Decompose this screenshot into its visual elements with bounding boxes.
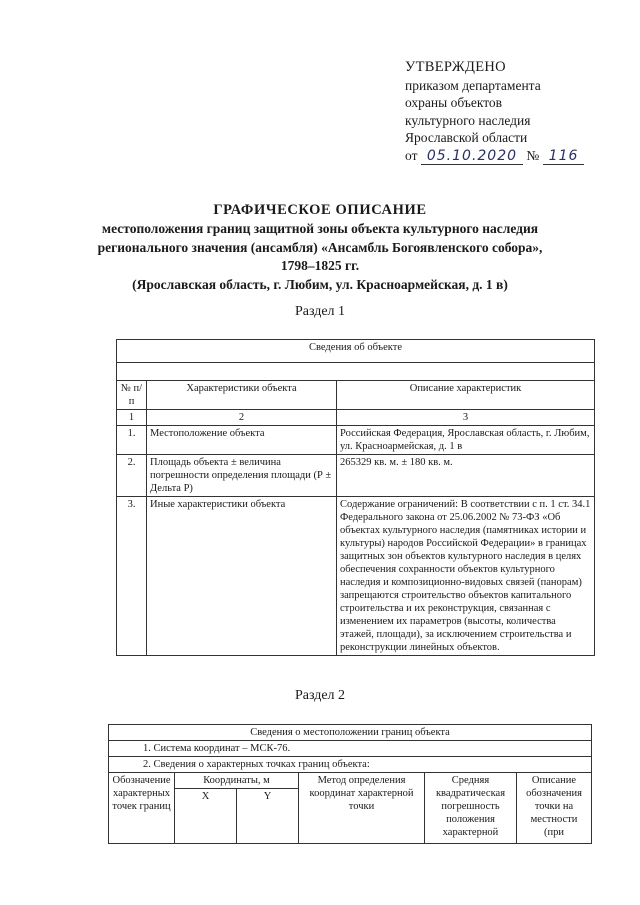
row-description: Содержание ограничений: В соответствии с п. 1 ст. 34.1 Федерального закона от 25.06.2002 № 73-ФЗ «Об объектах культурного наследия (памятниках истории и культуры) народов Российской Федерации» в границах защитных зон объектов культурного наследия в целях обеспечения сохранности объектов культурного наследия и композиционно-видовых связей (панорам) запрещаются строительство объектов капитального строительства и их реконструкция, связанная с изменением их параметров (высоты, количества этажей, площади), за исключением строительства и реконструкции линейных объектов.	[337, 497, 595, 656]
header-description: Описание характеристик	[337, 381, 595, 410]
coordinate-system: 1. Система координат – МСК-76.	[109, 741, 592, 757]
approval-block	[405, 59, 584, 165]
header-rmse: Средняя квадратическая погрешность положения характерной	[425, 773, 517, 844]
object-info-table	[116, 339, 595, 656]
column-number: 2	[147, 410, 337, 426]
spacer-row	[117, 363, 595, 381]
approval-line: культурного наследия	[405, 112, 531, 128]
table-title-row	[117, 340, 595, 363]
approval-line: Ярославской области	[405, 130, 528, 145]
column-number: 1	[117, 410, 147, 426]
approval-line: приказом департамента	[405, 77, 541, 93]
boundary-info-table	[108, 724, 592, 844]
row-description: Российская Федерация, Ярославская область, г. Любим, ул. Красноармейская, д. 1 в	[337, 426, 595, 455]
handwritten-date: 05.10.2020	[421, 148, 523, 165]
section-1-label: Раздел 1	[294, 304, 346, 319]
row-num: 1.	[117, 426, 147, 455]
row-characteristic: Иные характеристики объекта	[147, 497, 337, 656]
approval-date-line	[405, 147, 584, 166]
column-number: 3	[337, 410, 595, 426]
date-prefix: от	[405, 147, 418, 163]
row-characteristic: Площадь объекта ± величина погрешности определения площади (Р ± Дельта Р)	[147, 455, 337, 497]
title-line: 1798–1825 гг.	[280, 258, 360, 273]
header-x: X	[175, 789, 237, 844]
row-characteristic: Местоположение объекта	[147, 426, 337, 455]
points-info: 2. Сведения о характерных точках границ объекта:	[109, 757, 592, 773]
header-designation: Обозначение характерных точек границ	[109, 773, 175, 844]
empty-cell	[117, 363, 595, 381]
header-row	[117, 381, 595, 410]
info-row	[109, 757, 592, 773]
header-coordinates: Координаты, м	[175, 773, 299, 789]
table-title: Сведения об объекте	[117, 340, 595, 363]
column-number-row	[117, 410, 595, 426]
header-point-description: Описание обозначения точки на местности (при	[517, 773, 592, 844]
approval-heading: УТВЕРЖДЕНО	[405, 59, 506, 75]
table-title: Сведения о местоположении границ объекта	[109, 725, 592, 741]
info-row	[109, 741, 592, 757]
table-title-row	[109, 725, 592, 741]
header-method: Метод определения координат характерной точки	[299, 773, 425, 844]
table-row	[117, 455, 595, 497]
row-description: 265329 кв. м. ± 180 кв. м.	[337, 455, 595, 497]
title-line: регионального значения (ансамбля) «Ансамбль Богоявленского собора»,	[97, 239, 543, 255]
header-num: № п/п	[117, 381, 147, 410]
table-row	[117, 497, 595, 656]
approval-line: охраны объектов	[405, 95, 503, 110]
number-sign: №	[526, 147, 540, 163]
row-num: 3.	[117, 497, 147, 656]
row-num: 2.	[117, 455, 147, 497]
header-row	[109, 773, 592, 789]
handwritten-number: 116	[543, 148, 585, 165]
title-address: (Ярославская область, г. Любим, ул. Красноармейская, д. 1 в)	[132, 276, 508, 292]
document-title	[70, 200, 570, 294]
header-characteristic: Характеристики объекта	[147, 381, 337, 410]
title-line: местоположения границ защитной зоны объекта культурного наследия	[101, 221, 539, 236]
header-y: Y	[237, 789, 299, 844]
title-main: ГРАФИЧЕСКОЕ ОПИСАНИЕ	[213, 202, 427, 218]
section-2-label: Раздел 2	[294, 688, 346, 703]
table-row	[117, 426, 595, 455]
